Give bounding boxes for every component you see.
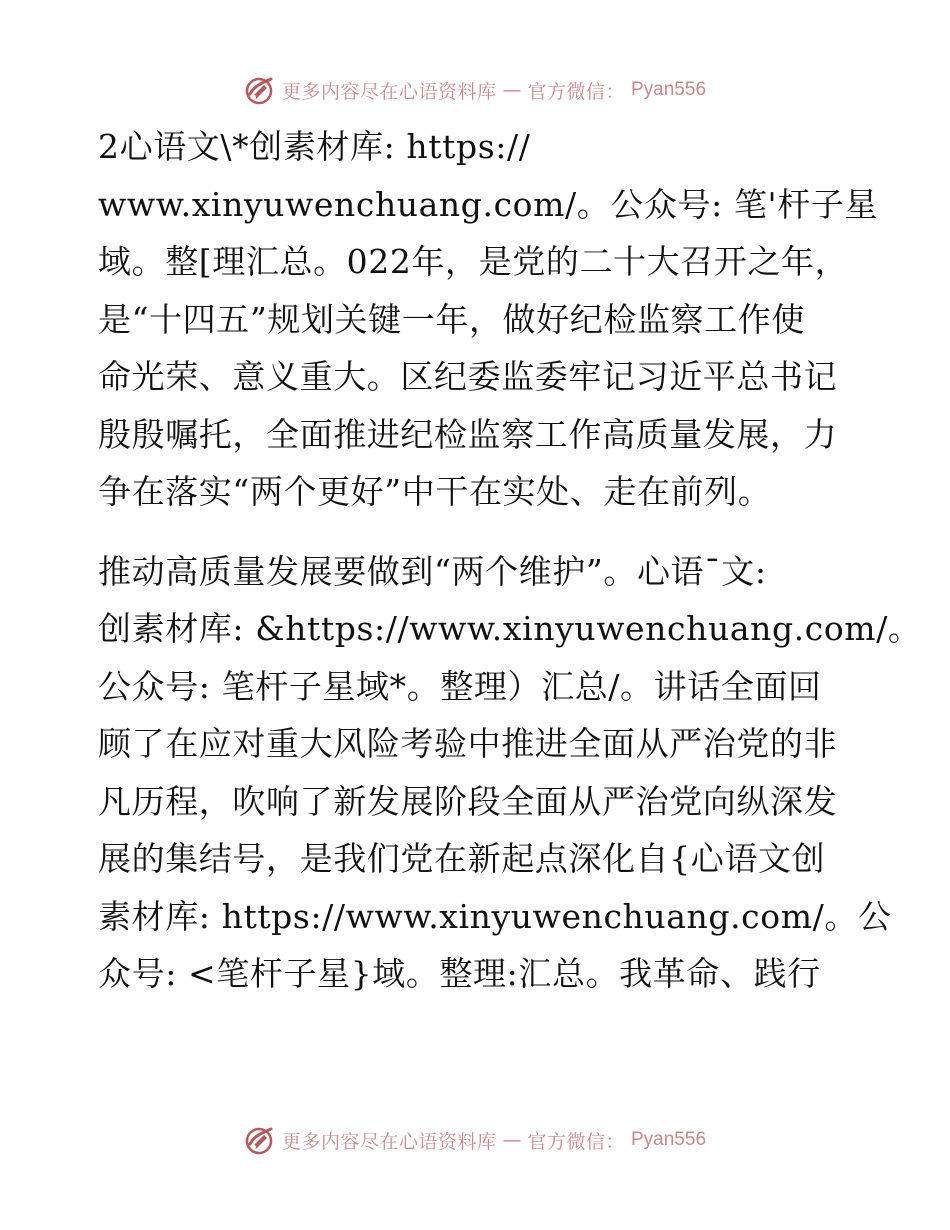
paragraph-line: 公众号: 笔杆子星域*。整理）汇总/。讲话全面回 [98, 666, 822, 706]
header-banner-contact-handle: Pyan556 [631, 79, 707, 100]
paragraph-line: 争在落实“两个更好”中干在实处、走在前列。 [98, 472, 772, 511]
header-banner-separator: — [502, 79, 522, 101]
paragraph-line: 凡历程，吹响了新发展阶段全面从严治党向纵深发 [98, 781, 838, 821]
paragraph-line: 展的集结号，是我们党在新起点深化自{心语文创 [98, 839, 826, 878]
paragraph-line: 2心语文\*创素材库: https:// [98, 127, 531, 166]
pen-seal-logo-icon [244, 74, 276, 106]
paragraph-line: 域。整[理汇总。022年，是党的二十大召开之年， [98, 242, 849, 281]
header-banner [0, 70, 950, 110]
header-banner-text: 更多内容尽在心语资料库 [281, 80, 497, 103]
paragraph-2 [98, 543, 922, 1003]
paragraph-line: 殷殷嘱托，全面推进纪检监察工作高质量发展，力 [98, 414, 838, 454]
paragraph-line: 创素材库: &https://www.xinyuwenchuang.com/。 [98, 609, 922, 648]
paragraph-line: 素材库: https://www.xinyuwenchuang.com/。公 [98, 896, 892, 936]
paragraph-line: 命光荣、意义重大。区纪委监委牢记习近平总书记 [98, 357, 838, 396]
document-body [98, 118, 922, 1003]
footer-banner-contact-handle: Pyan556 [631, 1129, 707, 1150]
paragraph-line: 顾了在应对重大风险考验中推进全面从严治党的非 [98, 724, 838, 763]
pen-seal-logo-icon [244, 1124, 276, 1156]
paragraph-line: www.xinyuwenchuang.com/。公众号: 笔'杆子星 [98, 184, 879, 224]
paragraph-line: 推动高质量发展要做到“两个维护”。心语¯文: [98, 551, 767, 591]
paragraph-line: 是“十四五”规划关键一年，做好纪检监察工作使 [98, 299, 805, 339]
footer-banner [0, 1120, 950, 1160]
footer-banner-contact-label: 官方微信： [527, 1130, 625, 1153]
footer-banner-separator: — [502, 1129, 522, 1151]
header-banner-contact-label: 官方微信： [527, 80, 625, 103]
paragraph-1 [98, 118, 879, 521]
footer-banner-text: 更多内容尽在心语资料库 [281, 1130, 497, 1153]
paragraph-line: 众号: <笔杆子星}域。整理:汇总。我革命、践行 [98, 954, 821, 993]
